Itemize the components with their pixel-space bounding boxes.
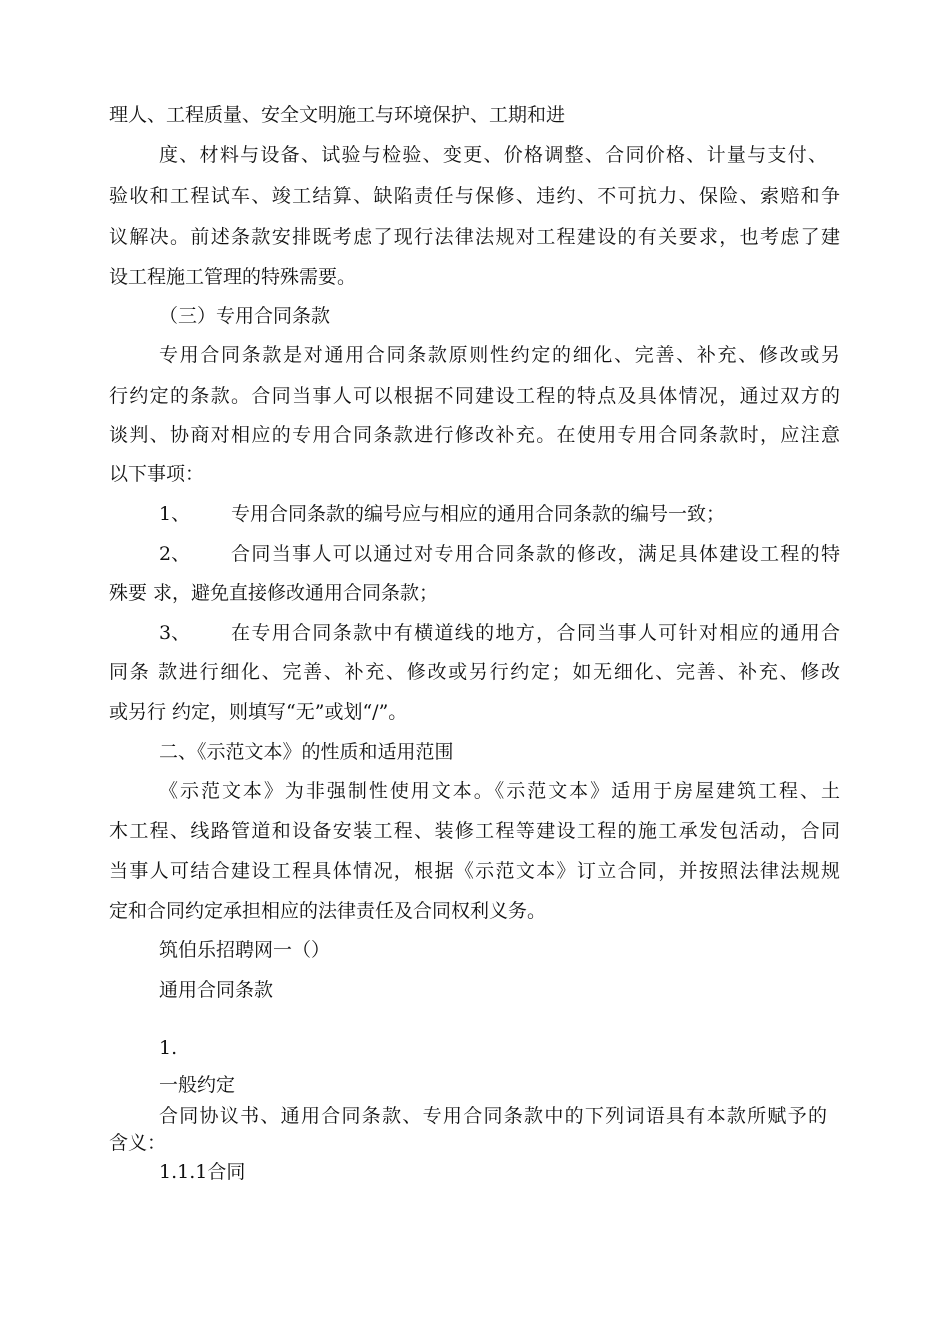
paragraph-line: 合同协议书、通用合同条款、专用合同条款中的下列词语具有本款所赋予的 [159,1105,827,1127]
section-heading: 二、《示范文本》的性质和适用范围 [159,741,454,763]
paragraph-line: 定和合同约定承担相应的法律责任及合同权利义务。 [109,900,547,922]
section-number: 1. [159,1037,178,1059]
list-item-text: 同条 款进行细化、完善、补充、修改或另行约定；如无细化、完善、补充、修改 [109,661,840,683]
paragraph-line: 含义： [109,1132,167,1154]
list-marker: 1、 [159,503,191,525]
section-heading: （三）专用合同条款 [159,305,331,327]
paragraph-line: 以下事项： [109,463,205,485]
section-heading: 通用合同条款 [159,979,274,1001]
list-marker: 3、 [159,622,191,644]
paragraph-line: 当事人可结合建设工程具体情况，根据《示范文本》订立合同，并按照法律法规规 [109,860,840,882]
paragraph-line: 度、材料与设备、试验与检验、变更、价格调整、合同价格、计量与支付、 [159,144,827,166]
list-item-text: 合同当事人可以通过对专用合同条款的修改，满足具体建设工程的特 [231,543,840,565]
paragraph-line: 行约定的条款。合同当事人可以根据不同建设工程的特点及具体情况，通过双方的 [109,385,840,407]
paragraph-line: 议解决。前述条款安排既考虑了现行法律法规对工程建设的有关要求，也考虑了建 [109,226,840,248]
clause-heading: 1.1.1合同 [159,1161,246,1183]
section-heading: 一般约定 [159,1074,236,1096]
list-item-text: 专用合同条款的编号应与相应的通用合同条款的编号一致； [231,503,726,525]
paragraph-line: 谈判、协商对相应的专用合同条款进行修改补充。在使用专用合同条款时，应注意 [109,424,840,446]
list-item-text: 在专用合同条款中有横道线的地方，合同当事人可针对相应的通用合 [231,622,840,644]
paragraph-line: 《示范文本》为非强制性使用文本。《示范文本》适用于房屋建筑工程、土 [159,780,840,802]
paragraph-line: 木工程、线路管道和设备安装工程、装修工程等建设工程的施工承发包活动，合同 [109,820,840,842]
paragraph-line: 设工程施工管理的特殊需要。 [109,266,357,288]
paragraph-line: 专用合同条款是对通用合同条款原则性约定的细化、完善、补充、修改或另 [159,344,840,366]
paragraph-line: 理人、工程质量、安全文明施工与环境保护、工期和进 [109,104,566,126]
paragraph-line: 验收和工程试车、竣工结算、缺陷责任与保修、违约、不可抗力、保险、索赔和争 [109,185,840,207]
list-item-text: 殊要 求，避免直接修改通用合同条款； [109,582,439,604]
paragraph-line: 筑伯乐招聘网一（） [159,939,331,961]
list-item-text: 或另行 约定，则填写“无”或划“/”。 [109,701,408,723]
list-marker: 2、 [159,543,191,565]
